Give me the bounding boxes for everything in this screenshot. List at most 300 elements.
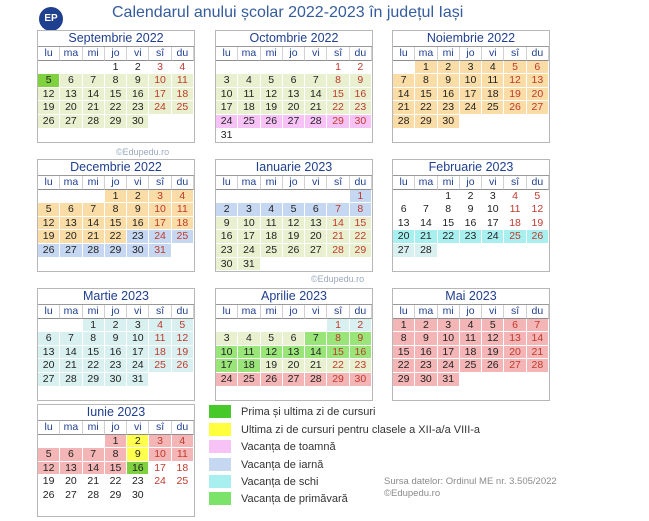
source-copyright: ©Edupedu.ro <box>384 488 441 499</box>
day-cell: 17 <box>149 217 171 231</box>
day-cell: 28 <box>527 359 549 373</box>
empty-day-cell <box>261 319 283 333</box>
empty-day-cell <box>149 373 171 387</box>
empty-day-cell <box>261 61 283 75</box>
day-cell: 7 <box>327 203 349 217</box>
day-cell: 23 <box>105 359 127 373</box>
day-cell: 3 <box>149 190 171 204</box>
day-cell: 8 <box>105 74 127 88</box>
day-cell: 22 <box>415 101 437 115</box>
day-cell: 30 <box>216 258 238 272</box>
empty-day-cell <box>38 61 60 75</box>
day-cell: 16 <box>127 217 149 231</box>
weekday-header: du <box>172 421 194 435</box>
day-cell: 2 <box>350 319 372 333</box>
day-cell: 24 <box>460 101 482 115</box>
weekday-header: du <box>527 176 549 190</box>
day-cell: 10 <box>216 88 238 102</box>
day-cell: 2 <box>216 203 238 217</box>
empty-day-cell <box>261 258 283 272</box>
day-cell: 13 <box>305 217 327 231</box>
weekday-header: lu <box>216 176 238 190</box>
day-cell: 18 <box>172 88 194 102</box>
empty-day-cell <box>60 503 82 517</box>
empty-day-cell <box>527 258 549 272</box>
day-cell: 11 <box>149 332 171 346</box>
day-cell: 7 <box>415 203 437 217</box>
day-cell: 30 <box>350 373 372 387</box>
day-cell: 5 <box>38 203 60 217</box>
day-cell: 8 <box>350 203 372 217</box>
day-cell: 9 <box>438 74 460 88</box>
day-cell: 5 <box>527 190 549 204</box>
day-cell: 22 <box>327 359 349 373</box>
day-cell: 17 <box>460 88 482 102</box>
day-cell: 2 <box>127 61 149 75</box>
day-cell: 23 <box>127 230 149 244</box>
month-days-grid <box>38 421 194 516</box>
day-cell: 18 <box>238 101 260 115</box>
empty-day-cell <box>327 190 349 204</box>
day-cell: 6 <box>504 319 526 333</box>
day-cell: 4 <box>504 190 526 204</box>
day-cell: 28 <box>83 115 105 129</box>
day-cell: 24 <box>438 359 460 373</box>
watermark: ©Edupedu.ro <box>311 274 365 284</box>
weekday-header: mi <box>438 176 460 190</box>
day-cell: 4 <box>238 74 260 88</box>
day-cell: 4 <box>149 319 171 333</box>
weekday-header: vi <box>482 47 504 61</box>
day-cell: 16 <box>438 88 460 102</box>
day-cell: 3 <box>149 435 171 449</box>
empty-day-cell <box>504 129 526 143</box>
day-cell: 9 <box>127 74 149 88</box>
day-cell: 15 <box>327 346 349 360</box>
day-cell: 12 <box>172 332 194 346</box>
day-cell: 6 <box>60 203 82 217</box>
month-days-grid <box>38 176 194 271</box>
edupedu-logo: EP <box>39 7 63 31</box>
day-cell: 30 <box>350 115 372 129</box>
weekday-header: sî <box>327 305 349 319</box>
day-cell: 5 <box>172 319 194 333</box>
day-cell: 4 <box>172 435 194 449</box>
day-cell: 25 <box>238 373 260 387</box>
day-cell: 16 <box>350 346 372 360</box>
day-cell: 26 <box>527 230 549 244</box>
weekday-header: mi <box>438 47 460 61</box>
day-cell: 17 <box>482 217 504 231</box>
empty-day-cell <box>504 387 526 401</box>
day-cell: 29 <box>105 489 127 503</box>
empty-day-cell <box>482 115 504 129</box>
day-cell: 21 <box>527 346 549 360</box>
empty-day-cell <box>283 387 305 401</box>
day-cell: 25 <box>172 230 194 244</box>
day-cell: 29 <box>327 373 349 387</box>
weekday-header: ma <box>60 305 82 319</box>
day-cell: 30 <box>438 115 460 129</box>
empty-day-cell <box>172 373 194 387</box>
day-cell: 21 <box>83 101 105 115</box>
day-cell: 27 <box>527 101 549 115</box>
day-cell: 12 <box>261 346 283 360</box>
month-name: Martie 2023 <box>38 289 194 305</box>
weekday-header: vi <box>127 176 149 190</box>
day-cell: 23 <box>216 244 238 258</box>
empty-day-cell <box>38 435 60 449</box>
empty-day-cell <box>216 387 238 401</box>
day-cell: 20 <box>305 230 327 244</box>
empty-day-cell <box>393 387 415 401</box>
day-cell: 19 <box>172 346 194 360</box>
legend-swatch <box>209 492 231 505</box>
day-cell: 26 <box>38 244 60 258</box>
day-cell: 5 <box>38 74 60 88</box>
day-cell: 12 <box>38 88 60 102</box>
day-cell: 24 <box>149 101 171 115</box>
empty-day-cell <box>83 129 105 143</box>
day-cell: 20 <box>38 359 60 373</box>
month-februarie-2023 <box>392 159 550 272</box>
weekday-header: ma <box>238 305 260 319</box>
day-cell: 22 <box>350 230 372 244</box>
empty-day-cell <box>527 373 549 387</box>
day-cell: 9 <box>105 332 127 346</box>
day-cell: 12 <box>504 74 526 88</box>
empty-day-cell <box>172 489 194 503</box>
day-cell: 15 <box>350 217 372 231</box>
weekday-header: lu <box>38 421 60 435</box>
empty-day-cell <box>60 129 82 143</box>
legend-swatch <box>209 423 231 436</box>
day-cell: 14 <box>83 462 105 476</box>
day-cell: 8 <box>327 332 349 346</box>
day-cell: 25 <box>460 359 482 373</box>
day-cell: 8 <box>105 203 127 217</box>
day-cell: 6 <box>60 74 82 88</box>
day-cell: 7 <box>527 319 549 333</box>
day-cell: 26 <box>172 359 194 373</box>
day-cell: 29 <box>327 115 349 129</box>
weekday-header: sî <box>504 305 526 319</box>
day-cell: 18 <box>149 346 171 360</box>
day-cell: 7 <box>393 74 415 88</box>
legend-label: Prima și ultima zi de cursuri <box>241 406 376 418</box>
day-cell: 19 <box>261 101 283 115</box>
empty-day-cell <box>38 258 60 272</box>
day-cell: 28 <box>393 115 415 129</box>
day-cell: 9 <box>127 203 149 217</box>
day-cell: 23 <box>460 230 482 244</box>
day-cell: 3 <box>438 319 460 333</box>
empty-day-cell <box>305 319 327 333</box>
empty-day-cell <box>327 258 349 272</box>
day-cell: 14 <box>415 217 437 231</box>
weekday-header: du <box>527 305 549 319</box>
empty-day-cell <box>105 387 127 401</box>
day-cell: 2 <box>460 190 482 204</box>
day-cell: 7 <box>305 74 327 88</box>
month-ianuarie-2023 <box>215 159 373 272</box>
day-cell: 21 <box>60 359 82 373</box>
day-cell: 19 <box>38 101 60 115</box>
weekday-header: jo <box>283 305 305 319</box>
weekday-header: jo <box>105 421 127 435</box>
day-cell: 30 <box>127 489 149 503</box>
day-cell: 23 <box>415 359 437 373</box>
day-cell: 16 <box>127 462 149 476</box>
day-cell: 11 <box>172 74 194 88</box>
empty-day-cell <box>415 258 437 272</box>
day-cell: 24 <box>216 115 238 129</box>
month-iunie-2023 <box>37 404 195 517</box>
empty-day-cell <box>238 61 260 75</box>
day-cell: 20 <box>283 359 305 373</box>
day-cell: 18 <box>261 230 283 244</box>
day-cell: 15 <box>105 462 127 476</box>
weekday-header: ma <box>415 305 437 319</box>
day-cell: 24 <box>482 230 504 244</box>
day-cell: 9 <box>127 448 149 462</box>
day-cell: 18 <box>460 346 482 360</box>
day-cell: 8 <box>105 448 127 462</box>
weekday-header: sî <box>327 47 349 61</box>
empty-day-cell <box>415 387 437 401</box>
day-cell: 13 <box>60 462 82 476</box>
day-cell: 6 <box>283 332 305 346</box>
day-cell: 11 <box>261 217 283 231</box>
day-cell: 11 <box>238 346 260 360</box>
day-cell: 19 <box>504 88 526 102</box>
day-cell: 21 <box>83 475 105 489</box>
day-cell: 2 <box>415 319 437 333</box>
empty-day-cell <box>504 373 526 387</box>
weekday-header: lu <box>216 305 238 319</box>
empty-day-cell <box>460 129 482 143</box>
day-cell: 20 <box>60 101 82 115</box>
day-cell: 4 <box>172 61 194 75</box>
empty-day-cell <box>83 387 105 401</box>
weekday-header: du <box>527 47 549 61</box>
empty-day-cell <box>149 258 171 272</box>
day-cell: 10 <box>238 217 260 231</box>
day-cell: 6 <box>393 203 415 217</box>
month-decembrie-2022 <box>37 159 195 272</box>
day-cell: 17 <box>438 346 460 360</box>
day-cell: 10 <box>482 203 504 217</box>
day-cell: 10 <box>438 332 460 346</box>
legend-swatch <box>209 458 231 471</box>
day-cell: 31 <box>127 373 149 387</box>
weekday-header: jo <box>105 47 127 61</box>
day-cell: 6 <box>283 74 305 88</box>
weekday-header: vi <box>127 421 149 435</box>
empty-day-cell <box>238 129 260 143</box>
day-cell: 1 <box>105 435 127 449</box>
empty-day-cell <box>283 258 305 272</box>
day-cell: 26 <box>38 489 60 503</box>
day-cell: 8 <box>327 74 349 88</box>
day-cell: 11 <box>460 332 482 346</box>
day-cell: 31 <box>438 373 460 387</box>
day-cell: 16 <box>105 346 127 360</box>
weekday-header: du <box>172 47 194 61</box>
empty-day-cell <box>149 115 171 129</box>
empty-day-cell <box>393 258 415 272</box>
day-cell: 11 <box>482 74 504 88</box>
day-cell: 17 <box>238 230 260 244</box>
day-cell: 24 <box>216 373 238 387</box>
day-cell: 22 <box>105 230 127 244</box>
day-cell: 15 <box>393 346 415 360</box>
day-cell: 8 <box>438 203 460 217</box>
day-cell: 31 <box>238 258 260 272</box>
empty-day-cell <box>393 190 415 204</box>
empty-day-cell <box>350 387 372 401</box>
day-cell: 14 <box>60 346 82 360</box>
empty-day-cell <box>460 387 482 401</box>
empty-day-cell <box>238 319 260 333</box>
day-cell: 18 <box>482 88 504 102</box>
day-cell: 11 <box>504 203 526 217</box>
day-cell: 3 <box>216 332 238 346</box>
day-cell: 25 <box>149 359 171 373</box>
empty-day-cell <box>438 387 460 401</box>
empty-day-cell <box>60 319 82 333</box>
empty-day-cell <box>172 129 194 143</box>
day-cell: 10 <box>149 203 171 217</box>
day-cell: 5 <box>283 203 305 217</box>
day-cell: 7 <box>83 74 105 88</box>
day-cell: 17 <box>149 462 171 476</box>
empty-day-cell <box>216 190 238 204</box>
month-name: Decembrie 2022 <box>38 160 194 176</box>
day-cell: 27 <box>60 489 82 503</box>
day-cell: 28 <box>305 373 327 387</box>
day-cell: 28 <box>83 489 105 503</box>
day-cell: 5 <box>38 448 60 462</box>
weekday-header: jo <box>283 47 305 61</box>
day-cell: 22 <box>438 230 460 244</box>
empty-day-cell <box>38 503 60 517</box>
day-cell: 3 <box>149 61 171 75</box>
weekday-header: sî <box>327 176 349 190</box>
day-cell: 24 <box>149 475 171 489</box>
day-cell: 12 <box>38 462 60 476</box>
month-mai-2023 <box>392 288 550 401</box>
day-cell: 4 <box>238 332 260 346</box>
empty-day-cell <box>127 503 149 517</box>
day-cell: 16 <box>415 346 437 360</box>
day-cell: 21 <box>305 101 327 115</box>
weekday-header: mi <box>261 305 283 319</box>
day-cell: 19 <box>38 230 60 244</box>
day-cell: 6 <box>60 448 82 462</box>
day-cell: 30 <box>127 244 149 258</box>
legend-label: Ultima zi de cursuri pentru clasele a XII-a/a VIII-a <box>241 424 481 436</box>
empty-day-cell <box>261 190 283 204</box>
weekday-header: ma <box>60 176 82 190</box>
day-cell: 16 <box>216 230 238 244</box>
day-cell: 6 <box>38 332 60 346</box>
empty-day-cell <box>415 129 437 143</box>
empty-day-cell <box>172 244 194 258</box>
day-cell: 10 <box>149 448 171 462</box>
day-cell: 19 <box>283 230 305 244</box>
day-cell: 27 <box>60 244 82 258</box>
month-name: Octombrie 2022 <box>216 31 372 47</box>
day-cell: 2 <box>350 61 372 75</box>
empty-day-cell <box>504 258 526 272</box>
day-cell: 19 <box>527 217 549 231</box>
day-cell: 21 <box>327 230 349 244</box>
day-cell: 13 <box>283 88 305 102</box>
day-cell: 6 <box>305 203 327 217</box>
day-cell: 29 <box>105 244 127 258</box>
empty-day-cell <box>172 115 194 129</box>
empty-day-cell <box>305 258 327 272</box>
day-cell: 28 <box>60 373 82 387</box>
empty-day-cell <box>60 61 82 75</box>
empty-day-cell <box>327 129 349 143</box>
empty-day-cell <box>393 129 415 143</box>
day-cell: 15 <box>83 346 105 360</box>
day-cell: 21 <box>83 230 105 244</box>
day-cell: 5 <box>261 74 283 88</box>
weekday-header: du <box>350 305 372 319</box>
day-cell: 30 <box>415 373 437 387</box>
empty-day-cell <box>38 319 60 333</box>
day-cell: 1 <box>438 190 460 204</box>
empty-day-cell <box>527 115 549 129</box>
day-cell: 1 <box>327 319 349 333</box>
month-aprilie-2023 <box>215 288 373 401</box>
weekday-header: jo <box>105 305 127 319</box>
empty-day-cell <box>172 503 194 517</box>
empty-day-cell <box>172 258 194 272</box>
day-cell: 12 <box>38 217 60 231</box>
day-cell: 1 <box>327 61 349 75</box>
day-cell: 15 <box>105 217 127 231</box>
weekday-header: vi <box>305 176 327 190</box>
day-cell: 19 <box>482 346 504 360</box>
page-title: Calendarul anului școlar 2022-2023 în județul Iași <box>112 4 464 21</box>
empty-day-cell <box>283 129 305 143</box>
day-cell: 11 <box>238 88 260 102</box>
weekday-header: lu <box>393 47 415 61</box>
month-days-grid <box>38 305 194 400</box>
empty-day-cell <box>482 373 504 387</box>
empty-day-cell <box>527 244 549 258</box>
empty-day-cell <box>482 244 504 258</box>
legend-label: Vacanța de toamnă <box>241 441 336 453</box>
day-cell: 28 <box>327 244 349 258</box>
day-cell: 25 <box>172 101 194 115</box>
empty-day-cell <box>460 258 482 272</box>
day-cell: 7 <box>305 332 327 346</box>
day-cell: 31 <box>149 244 171 258</box>
day-cell: 18 <box>238 359 260 373</box>
weekday-header: sî <box>149 176 171 190</box>
weekday-header: vi <box>127 305 149 319</box>
day-cell: 4 <box>172 190 194 204</box>
month-martie-2023 <box>37 288 195 401</box>
day-cell: 21 <box>305 359 327 373</box>
empty-day-cell <box>105 258 127 272</box>
empty-day-cell <box>438 244 460 258</box>
